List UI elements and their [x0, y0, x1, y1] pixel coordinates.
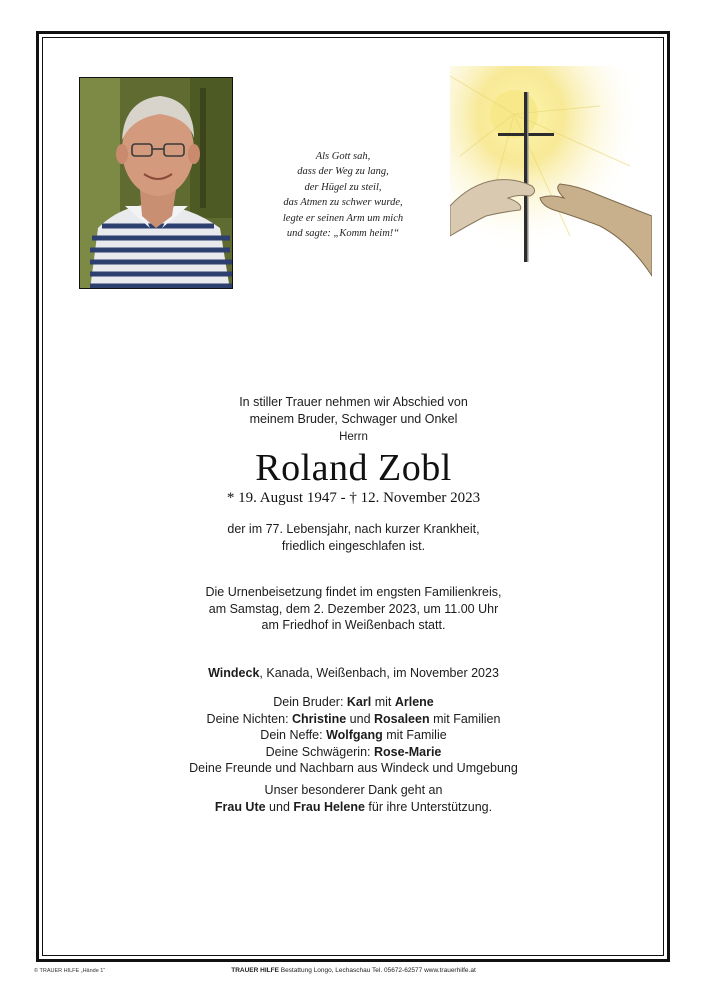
life-dates: * 19. August 1947 - † 12. November 2023 — [226, 490, 481, 506]
publisher-brand: TRAUER HILFE — [231, 967, 279, 974]
mourner-name: Rosaleen — [374, 711, 430, 726]
publisher-details: Bestattung Longo, Lechaschau Tel. 05672-62577 www.trauerhilfe.at — [278, 967, 476, 974]
thanks-names: Frau Ute und Frau Helene für ihre Unterstützung. — [214, 799, 493, 814]
publisher-info — [200, 967, 507, 974]
thanks-line: Unser besonderer Dank geht an — [264, 783, 443, 797]
mourner-name: Rose-Marie — [374, 744, 442, 759]
intro-line: meinem Bruder, Schwager und Onkel — [249, 411, 458, 426]
mourner-friends: Deine Freunde und Nachbarn aus Windeck und Umgebung — [189, 761, 518, 775]
funeral-line: am Samstag, dem 2. Dezember 2023, um 11.00 Uhr — [208, 601, 499, 616]
mourner-nephew: Dein Neffe: Wolfgang mit Familie — [260, 728, 447, 742]
funeral-line: Die Urnenbeisetzung findet im engsten Familienkreis, — [205, 585, 502, 599]
mourner-sister-in-law: Deine Schwägerin: Rose-Marie — [265, 744, 442, 759]
portrait-photo — [79, 77, 233, 289]
death-note — [120, 521, 587, 554]
intro-text — [120, 394, 587, 446]
poem-line: das Atmen zu schwer wurde, — [283, 197, 403, 209]
poem-line: der Hügel zu steil, — [304, 181, 382, 193]
mourner-brother: Dein Bruder: Karl mit Arlene — [273, 695, 434, 709]
intro-line: In stiller Trauer nehmen wir Abschied von — [239, 395, 468, 409]
funeral-line: am Friedhof in Weißenbach statt. — [261, 618, 446, 632]
mourner-nieces: Deine Nichten: Christine und Rosaleen mit Familien — [206, 711, 501, 726]
mourner-name: Wolfgang — [326, 728, 383, 742]
place-bold: Windeck — [208, 666, 260, 680]
poem-line: dass der Weg zu lang, — [297, 166, 389, 178]
poem-line: und sagte: „Komm heim!“ — [286, 228, 400, 240]
funeral-info — [120, 584, 587, 634]
poem — [258, 149, 428, 241]
poem-line: Als Gott sah, — [315, 151, 371, 162]
sun-glow — [450, 66, 652, 292]
deceased-name: Roland Zobl — [255, 447, 452, 489]
salutation: Herrn — [339, 431, 368, 443]
thanks-name: Frau Helene — [293, 799, 365, 814]
mourner-name: Christine — [292, 711, 347, 726]
death-note-line: der im 77. Lebensjahr, nach kurzer Krankheit, — [227, 522, 480, 536]
hands-cross-emblem — [450, 66, 652, 292]
mourners-list — [120, 694, 587, 777]
poem-line: legte er seinen Arm um mich — [282, 212, 404, 224]
death-note-line: friedlich eingeschlafen ist. — [281, 538, 426, 553]
place-rest: , Kanada, Weißenbach, im November 2023 — [259, 666, 499, 680]
thanks — [120, 782, 587, 815]
thanks-name: Frau Ute — [214, 799, 266, 814]
mourner-name: Arlene — [394, 695, 434, 709]
copyright-note: © TRAUER HILFE „Hände 1“ — [34, 968, 106, 974]
mourner-name: Karl — [346, 695, 372, 709]
place-date — [120, 665, 587, 682]
